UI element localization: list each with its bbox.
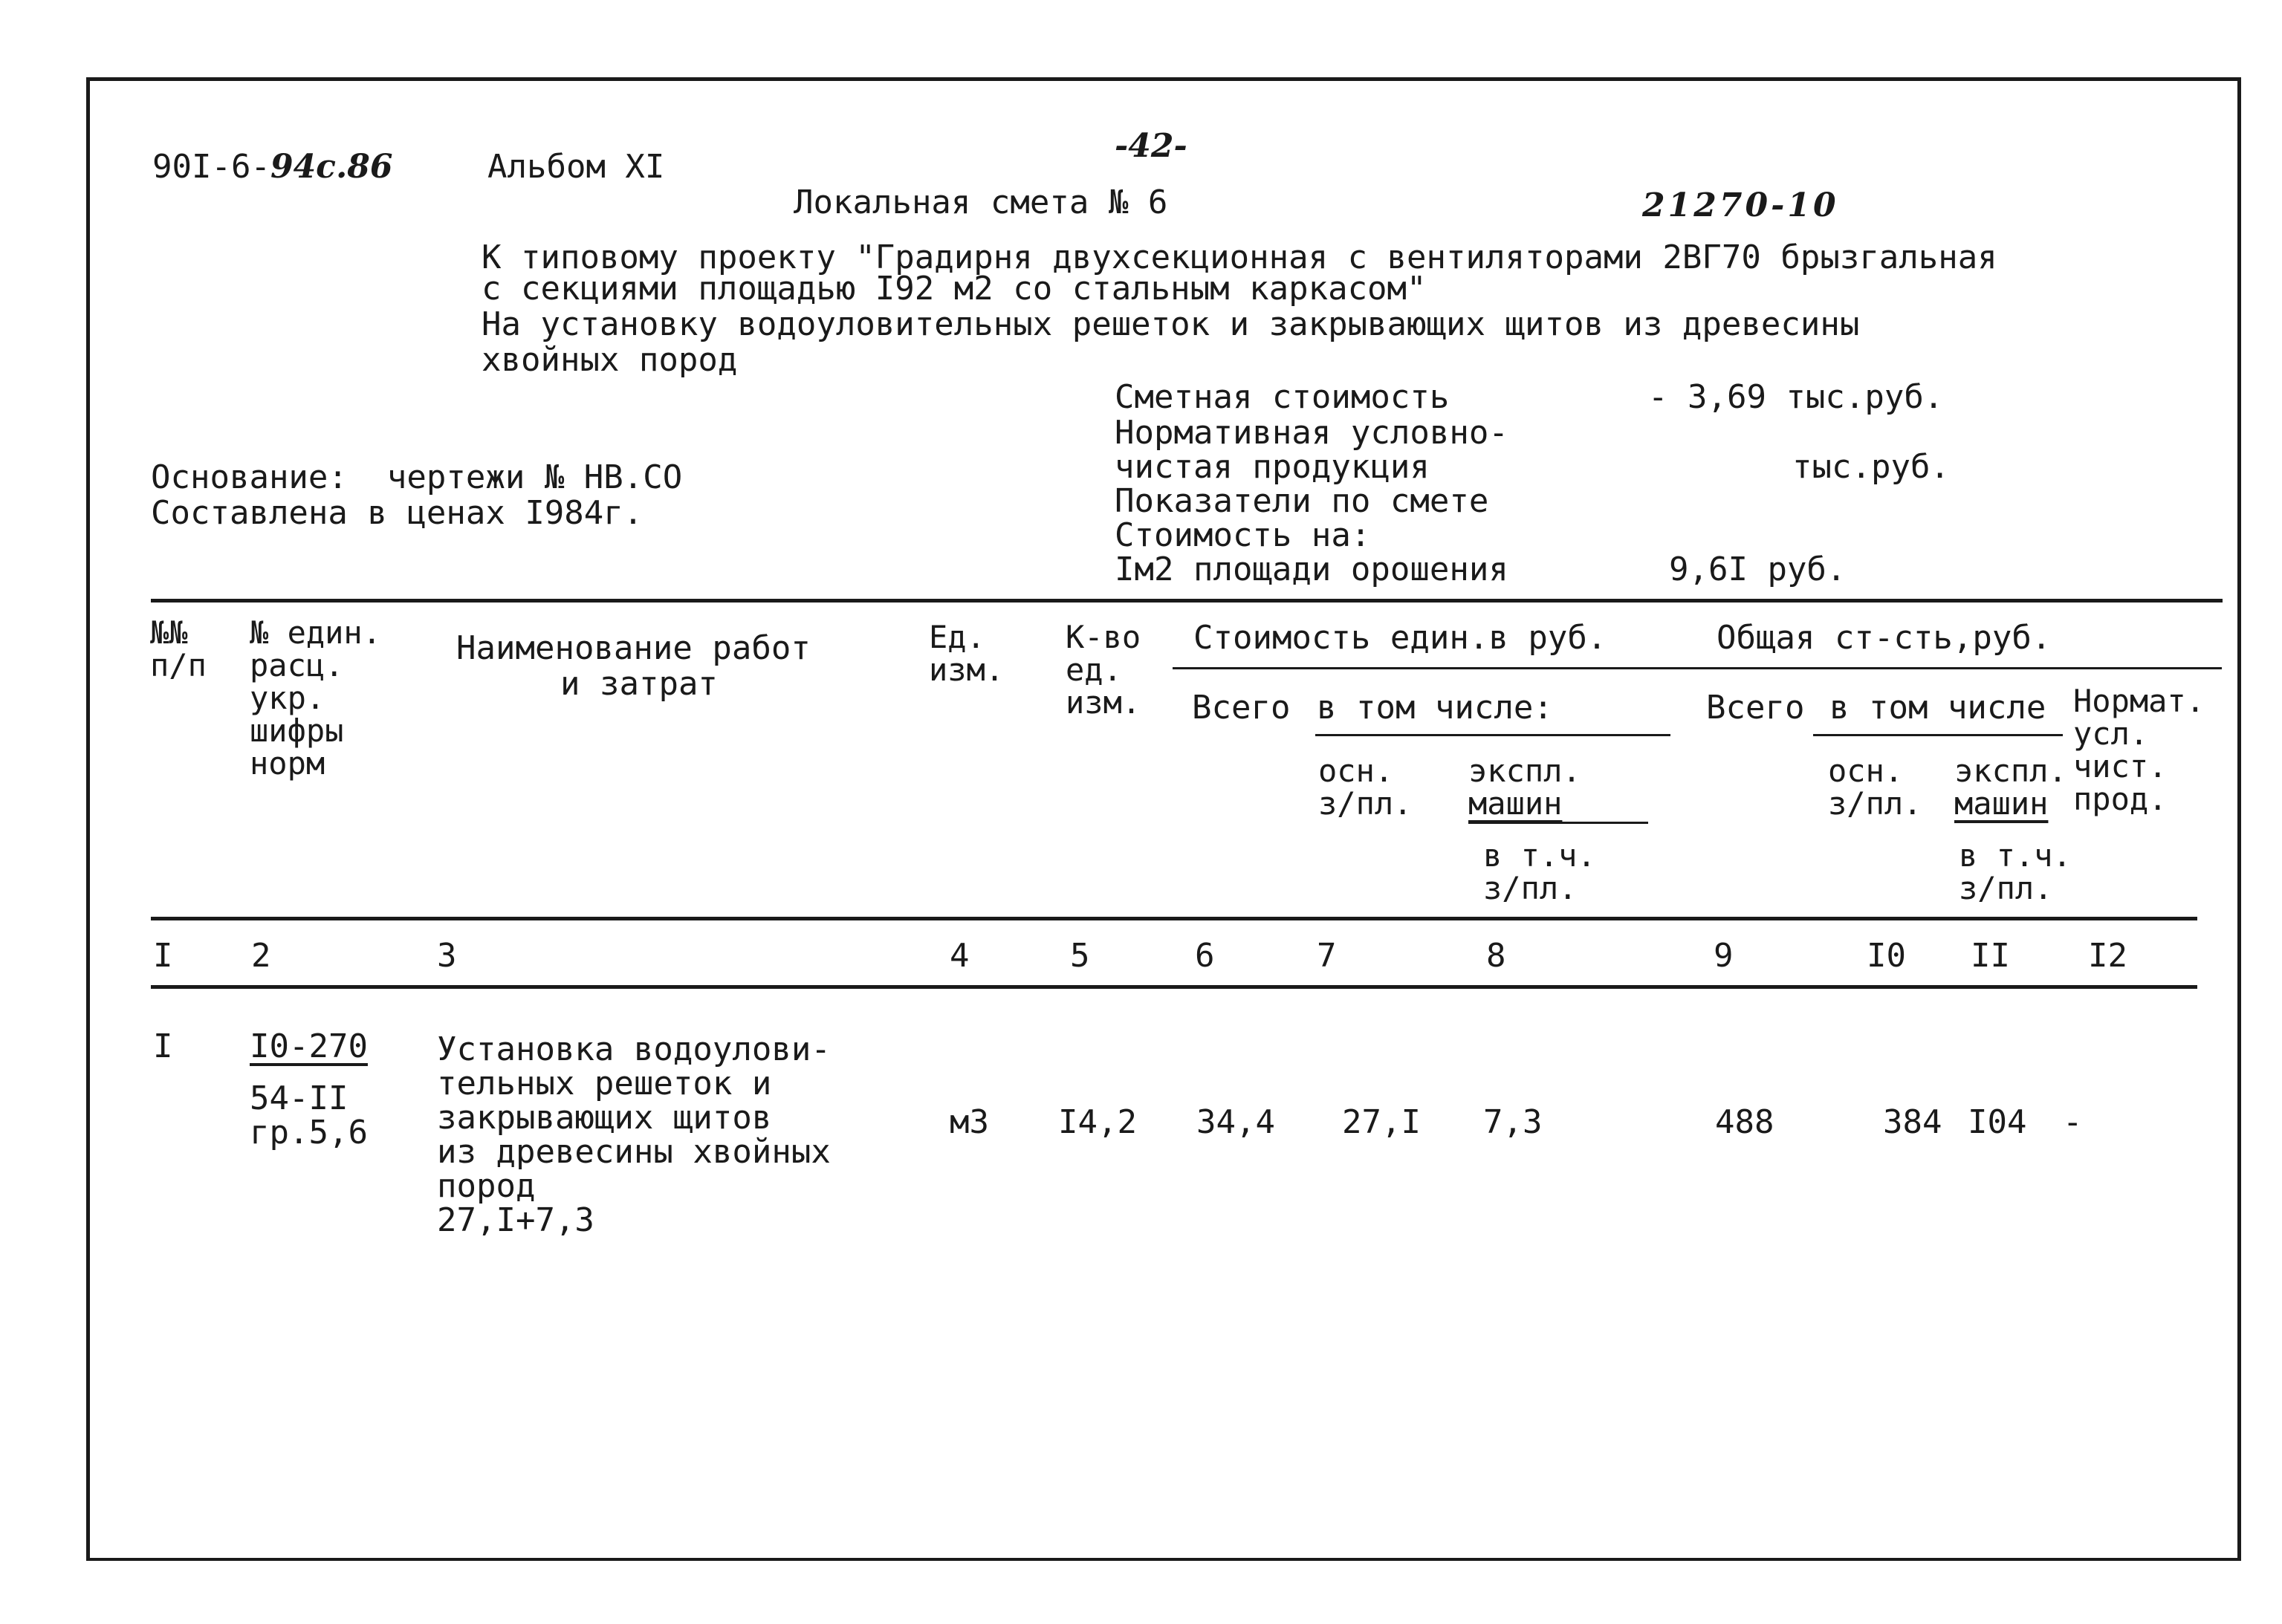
table-top-rule xyxy=(151,599,2223,602)
hdr-col4: Ед. изм. xyxy=(929,619,1005,688)
album-label: Альбом XI xyxy=(487,148,665,186)
row-qty: I4,2 xyxy=(1058,1103,1137,1141)
hdr-total-incl: в том числе xyxy=(1829,689,2046,727)
hdr-unit-incl-wage: в т.ч. з/пл. xyxy=(1483,837,1596,906)
hdr-unit-mach: экспл. машин xyxy=(1468,753,1581,822)
norm-label-1: Нормативная условно- xyxy=(1115,414,1508,452)
indicators-label: Показатели по смете xyxy=(1115,482,1489,520)
hdr-total-wage: осн. з/пл. xyxy=(1828,753,1922,822)
row-code-1: I0-270 xyxy=(250,1027,368,1065)
colnum-6: 6 xyxy=(1195,937,1215,975)
row-total-mach: I04 xyxy=(1968,1103,2027,1141)
hdr-total-all: Всего xyxy=(1706,689,1805,727)
colnum-4: 4 xyxy=(950,937,970,975)
hdr-unit-all: Всего xyxy=(1192,689,1291,727)
hdr-unit-cost: Стоимость един.в руб. xyxy=(1193,619,1607,657)
row-unit-total: 34,4 xyxy=(1196,1103,1275,1141)
norm-value: тыс.руб. xyxy=(1792,448,1950,486)
colnum-12: I2 xyxy=(2088,937,2127,975)
hdr-unit-incl: в том числе: xyxy=(1317,689,1553,727)
cost-label: Сметная стоимость xyxy=(1115,378,1450,416)
cost-per-label: Стоимость на: xyxy=(1115,516,1371,554)
hdr-col3-line2: и затрат xyxy=(560,665,718,703)
row-num: I xyxy=(153,1027,173,1065)
area-value: 9,6I руб. xyxy=(1669,550,1847,588)
colnum-3: 3 xyxy=(437,937,457,975)
colnum-bottom-rule xyxy=(151,985,2197,989)
hdr-col5: К-во ед. изм. xyxy=(1066,619,1141,721)
project-line-4: хвойных пород xyxy=(482,341,738,379)
colnum-5: 5 xyxy=(1070,937,1090,975)
hdr-col2: № един. расц. укр. шифры норм xyxy=(250,614,382,782)
basis-line: Основание: чертежи № НВ.СО xyxy=(151,458,683,496)
row-total: 488 xyxy=(1715,1103,1774,1141)
colnum-7: 7 xyxy=(1317,937,1337,975)
colnum-11: II xyxy=(1971,937,2010,975)
colnum-1: I xyxy=(153,937,173,975)
header-bottom-rule xyxy=(151,917,2197,920)
registry-number: 21270-10 xyxy=(1642,186,1839,224)
hdr-col3-line1: Наименование работ xyxy=(456,629,811,667)
project-line-2: с секциями площадью I92 м2 со стальным каркасом" xyxy=(482,270,1427,308)
hdr-col1: №№ п/п xyxy=(150,614,207,683)
row-normat: - xyxy=(2063,1103,2083,1141)
row-code-2: 54-II xyxy=(250,1079,349,1117)
doc-title: Локальная смета № 6 xyxy=(794,183,1168,221)
colnum-2: 2 xyxy=(251,937,271,975)
hdr-total-mach: экспл. машин xyxy=(1954,753,2067,822)
colnum-8: 8 xyxy=(1486,937,1506,975)
hdr-unit-wage: осн. з/пл. xyxy=(1318,753,1413,822)
unit-incl-rule xyxy=(1315,734,1670,736)
hdr-normat: Нормат. усл. чист. прод. xyxy=(2073,683,2205,817)
cost-group-rule xyxy=(1173,667,2222,669)
page-number: -42- xyxy=(1115,127,1187,165)
row-total-wage: 384 xyxy=(1883,1103,1942,1141)
area-label: Iм2 площади орошения xyxy=(1115,550,1508,588)
hdr-total-incl-wage: в т.ч. з/пл. xyxy=(1959,837,2072,906)
prices-line: Составлена в ценах I984г. xyxy=(151,494,644,532)
colnum-9: 9 xyxy=(1714,937,1734,975)
row-unit-mach: 7,3 xyxy=(1483,1103,1543,1141)
total-incl-rule xyxy=(1813,734,2063,736)
cost-value: - 3,69 тыс.руб. xyxy=(1648,378,1944,416)
row-name: Установка водоулови- тельных решеток и закрывающих щитов из древесины хвойных пород 27,I+7,3 xyxy=(437,1030,831,1239)
row-code-3: гр.5,6 xyxy=(250,1114,368,1152)
unit-mach-rule xyxy=(1468,822,1648,824)
hdr-total-cost: Общая ст-сть,руб. xyxy=(1717,619,2052,657)
row-unit-wage: 27,I xyxy=(1342,1103,1421,1141)
norm-label-2: чистая продукция xyxy=(1115,448,1430,486)
project-line-1: К типовому проекту "Градирня двухсекционная с вентиляторами 2ВГ70 брызгальная xyxy=(482,238,1997,276)
project-line-3: На установку водоуловительных решеток и закрывающих щитов из древесины xyxy=(482,305,1860,343)
doc-code: 90I-6-94с.86 xyxy=(152,148,393,186)
colnum-10: I0 xyxy=(1867,937,1906,975)
row-unit: м3 xyxy=(950,1103,989,1141)
